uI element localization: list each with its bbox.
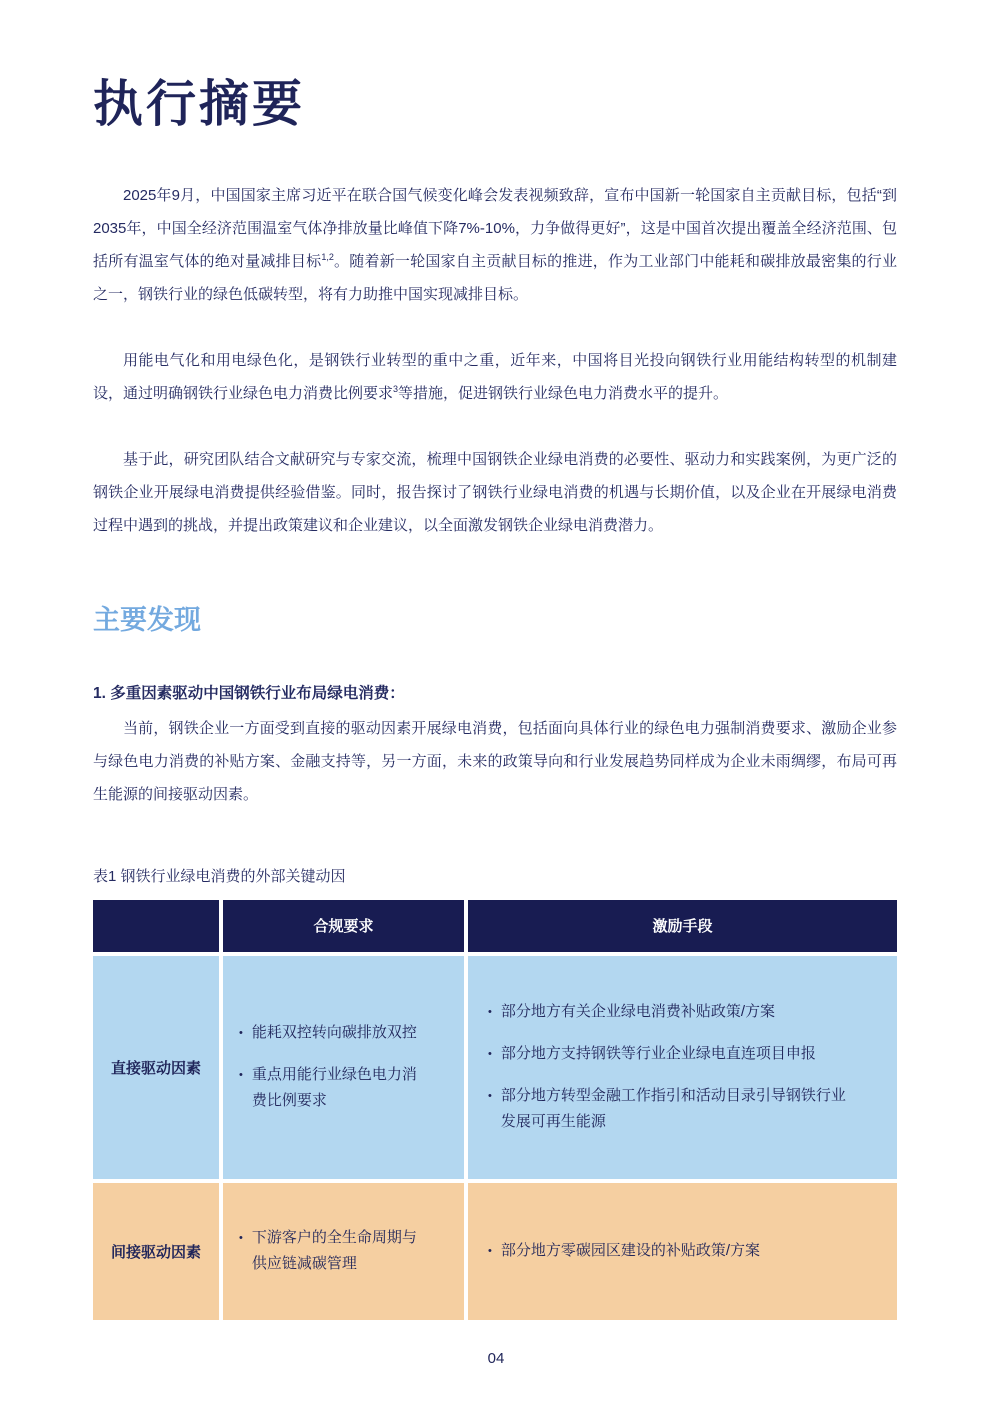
bullet-icon: • xyxy=(239,1069,243,1082)
list-item-text: 重点用能行业绿色电力消费比例要求 xyxy=(251,1066,417,1110)
intro-paragraph-3: 基于此，研究团队结合文献研究与专家交流，梳理中国钢铁企业绿电消费的必要性、驱动力和实践案例，为更广泛的钢铁企业开展绿电消费提供经验借鉴。同时，报告探讨了钢铁行业绿电消费的机遇与长期价值，以及企业在开展绿电消费过程中遇到的挑战，并提出政策建议和企业建议，以全面激发钢铁企业绿电消费潜力。 xyxy=(93,450,897,534)
list-item xyxy=(239,1020,424,1046)
list-item-text: 部分地方转型金融工作指引和活动目录引导钢铁行业发展可再生能源 xyxy=(500,1087,846,1131)
list-item-text: 部分地方零碳园区建设的补贴政策/方案 xyxy=(500,1242,761,1260)
row-label-indirect-drivers: 间接驱动因素 xyxy=(93,1183,219,1320)
list-item-text: 部分地方支持钢铁等行业企业绿电直连项目申报 xyxy=(500,1045,816,1063)
paragraph-text: 用能电气化和用电绿色化，是钢铁行业转型的重中之重，近年来，中国将目光投向钢铁行业用能结构转型的机制建设，通过明确钢铁行业绿色电力消费比例要求 xyxy=(93,351,897,402)
footnote-reference: 3 xyxy=(393,383,399,394)
list-item xyxy=(488,999,857,1025)
table-header-empty xyxy=(93,900,219,952)
table-header-incentives: 激励手段 xyxy=(468,900,897,952)
bullet-icon: • xyxy=(488,1245,492,1258)
footnote-reference: 1,2 xyxy=(321,251,334,262)
paragraph-text: 。随着新一轮国家自主贡献目标的推进，作为工业部门中能耗和碳排放最密集的行业之一，钢铁行业的绿色低碳转型，将有力助推中国实现减排目标。 xyxy=(93,252,897,303)
bullet-icon: • xyxy=(488,1090,492,1103)
list-item-text: 下游客户的全生命周期与供应链减碳管理 xyxy=(251,1229,417,1273)
finding-1-heading: 1. 多重因素驱动中国钢铁行业布局绿电消费： xyxy=(93,684,405,702)
page-number: 04 xyxy=(487,1350,505,1367)
row-label-direct-drivers: 直接驱动因素 xyxy=(93,956,219,1179)
cell-direct-incentives xyxy=(468,956,897,1179)
list-item-text: 部分地方有关企业绿电消费补贴政策/方案 xyxy=(500,1003,776,1021)
paragraph-text: 2025年9月，中国国家主席习近平在联合国气候变化峰会发表视频致辞，宣布中国新一轮国家自主贡献目标，包括“到2035年，中国全经济范围温室气体净排放量比峰值下降7%-10%，力争做得更好”，这是中国首次提出覆盖全经济范围、包括所有温室气体的绝对量减排目标 xyxy=(93,186,897,270)
list-item-text: 能耗双控转向碳排放双控 xyxy=(251,1024,417,1042)
page-content xyxy=(93,0,897,1320)
intro-paragraph-1 xyxy=(93,179,897,311)
bullet-icon: • xyxy=(488,1006,492,1019)
list-item xyxy=(488,1238,857,1264)
table-header-compliance: 合规要求 xyxy=(223,900,464,952)
table-caption: 表1 钢铁行业绿电消费的外部关键动因 xyxy=(93,867,346,885)
list-item xyxy=(488,1041,857,1067)
paragraph-text: 等措施，促进钢铁行业绿色电力消费水平的提升。 xyxy=(398,384,729,402)
cell-indirect-incentives xyxy=(468,1183,897,1320)
list-item xyxy=(239,1225,424,1277)
intro-paragraph-2 xyxy=(93,344,897,410)
cell-indirect-compliance xyxy=(223,1183,464,1320)
page-title: 执行摘要 xyxy=(93,76,305,132)
finding-1-body: 当前，钢铁企业一方面受到直接的驱动因素开展绿电消费，包括面向具体行业的绿色电力强制消费要求、激励企业参与绿色电力消费的补贴方案、金融支持等，另一方面，未来的政策导向和行业发展趋势同样成为企业未雨绸缪，布局可再生能源的间接驱动因素。 xyxy=(93,719,897,803)
bullet-icon: • xyxy=(239,1027,243,1040)
cell-direct-compliance xyxy=(223,956,464,1179)
list-item xyxy=(488,1083,857,1135)
section-title-key-findings: 主要发现 xyxy=(93,604,201,635)
bullet-icon: • xyxy=(239,1232,243,1245)
drivers-table xyxy=(93,900,897,1320)
bullet-icon: • xyxy=(488,1048,492,1061)
list-item xyxy=(239,1062,424,1114)
